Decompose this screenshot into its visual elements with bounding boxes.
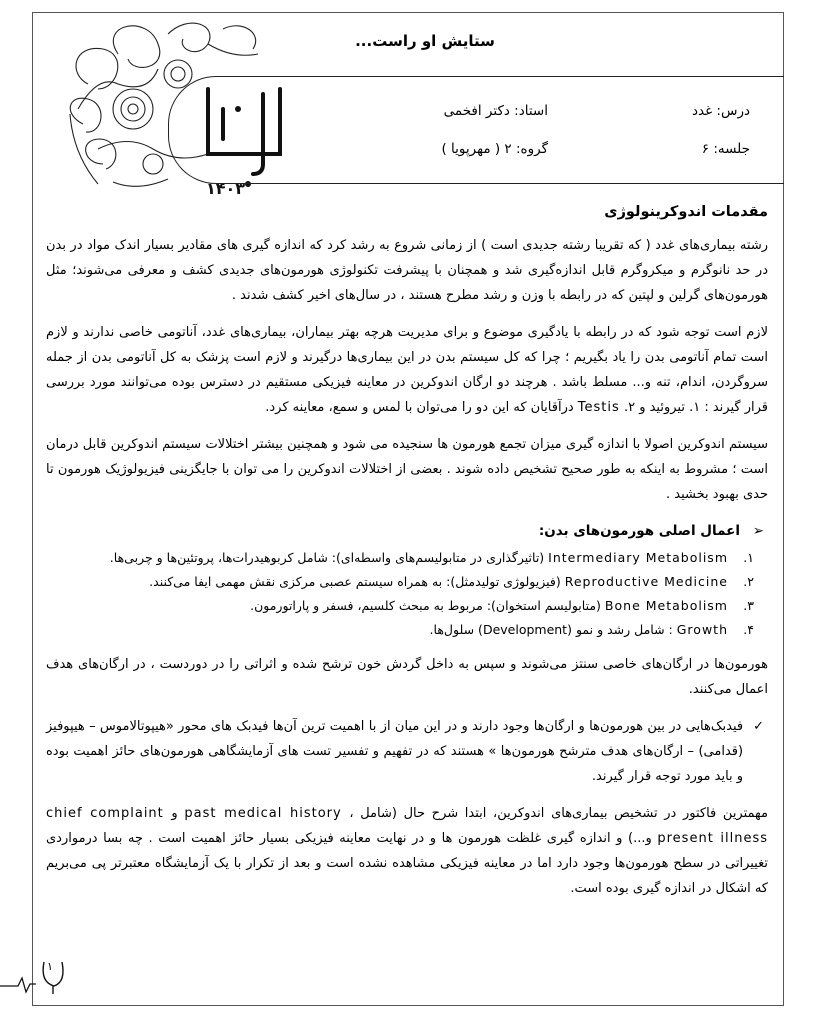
session-label: جلسه: ۶ (701, 141, 750, 157)
arrow-bullet-icon: ➢ (752, 523, 764, 539)
list-item-text (149, 570, 728, 594)
term-testis: Testis (577, 400, 620, 415)
history-terms: chief complaint و past medical history ، present illness (46, 806, 768, 846)
list-item-desc: (متابولیسم استخوان): مربوط به مبحث کلسیم، فسفر و پاراتورمون. (250, 598, 601, 613)
section-title: مقدمات اندوکرینولوژی (604, 204, 768, 220)
paragraph-anatomy-text-b: درآقایان که این دو را می‌توان با لمس و سمع، معاینه کرد. (265, 400, 574, 415)
paragraph-diagnosis-text-b: و...) و اندازه گیری غلظت هورمون ها و در نهایت معاینه فیزیکی بسیار حائز اهمیت است . چه بسا درمواردی تغییراتی در سطح هورمون‌ها وجود دارد اما در معاینه فیزیکی مشاهده نشده است و بعد از تکرار با یک آزمایشگاه معتبرتر پی می‌بریم که اشکال در اندازه گیری بوده است. (46, 831, 768, 896)
professor-label: استاد: دکتر افخمی (443, 103, 548, 119)
checkmark-icon: ✓ (753, 719, 764, 734)
list-item (46, 570, 754, 594)
list-item-text (430, 618, 728, 642)
paragraph-anatomy (46, 320, 768, 420)
page-number: ۱ (47, 960, 53, 973)
list-item-term: Growth (676, 622, 728, 637)
list-item-term: Bone Metabolism (604, 598, 728, 613)
list-item-desc: (فیزیولوژی تولیدمثل): به همراه سیستم عصبی مرکزی نقش مهمی ایفا می‌کنند. (149, 574, 561, 589)
list-item-term: Intermediary Metabolism (548, 550, 728, 565)
list-item-number: ۱. (743, 550, 754, 565)
paragraph-secretion: هورمون‌ها در ارگان‌های خاصی سنتز می‌شوند و سپس به داخل گردش خون ترشح شده و اثراتی را در دوردست ، در ارگان‌های هدف اعمال می‌کنند. (46, 657, 768, 697)
motto: ستایش او راست... (355, 32, 495, 50)
list-item-text (110, 546, 728, 570)
list-item (46, 618, 754, 642)
list-item-number: ۲. (743, 574, 754, 589)
list-item-number: ۴. (743, 622, 754, 637)
list-item-term: Reproductive Medicine (564, 574, 728, 589)
functions-heading-text: اعمال اصلی هورمون‌های بدن: (538, 523, 740, 539)
paragraph-anatomy-text-a: لازم است توجه شود که در رابطه با یادگیری موضوع و برای مدیریت هرچه بهتر بیماران، بیماری‌های غدد، آناتومی خاصی ندارند و لازم است تمام آناتومی بدن را یاد بگیریم ؛ چرا که کل سیستم بدن در این بیماری‌ها درگیرند و لازم است پزشک به کل آناتومی بدن از جمله سروگردن، اندام، تنه و... مسلط باشد . هرچند دو ارگان اندوکرین در معاینه فیزیکی مستقیم در دسترس بوده می‌توانند مورد بررسی قرار گیرند : ۱. تیروئید و ۲. (46, 325, 768, 415)
paragraph-diagnosis-text-a: مهمترین فاکتور در تشخیص بیماری‌های اندوکرین، ابتدا شرح حال (شامل (360, 806, 768, 821)
group-label: گروه: ۲ ( مهرپویا ) (441, 141, 548, 157)
list-item-text (250, 594, 728, 618)
list-item-desc: : شامل رشد و نمو (Development) سلول‌ها. (429, 622, 673, 637)
functions-heading (46, 519, 764, 544)
paragraph-measurement: سیستم اندوکرین اصولا با اندازه گیری میزان تجمع هورمون ها سنجیده می شود و همچنین بیشتر اختلالات سیستم اندوکرین قابل درمان است ؛ مشروط به اینکه به طور صحیح تشخیص داده شوند . بعضی از اختلالات اندوکرین را می توان با جایگزینی فیزیولوژیک هورمون تا حدی بهبود بخشید . (46, 437, 768, 502)
functions-list (46, 546, 768, 642)
list-item (46, 594, 754, 618)
feedback-note-text: فیدبک‌هایی در بین هورمون‌ها و ارگان‌ها وجود دارند و در این میان از با اهمیت ترین آن‌ها فیدبک های محور «هیپوتالاموس – هیپوفیز (قدامی) – ارگان‌های هدف مترشح هورمون‌ها » هستند که در تفهیم و تفسیر تست های آزمایشگاهی هورمون‌های حائز اهمیت بوده و باید مورد توجه قرار گیرند. (46, 719, 744, 784)
logo-year: ۱۴۰۳ (206, 179, 246, 198)
header-box (168, 76, 784, 184)
stethoscope-icon (0, 956, 70, 996)
feedback-note (46, 714, 768, 789)
list-item-desc: (تاثیرگذاری در متابولیسم‌های واسطه‌ای): شامل کربوهیدرات‌ها، پروتئین‌ها و چربی‌ها. (109, 550, 545, 565)
paragraph-intro: رشته بیماری‌های غدد ( که تقریبا رشته جدیدی است ) از زمانی شروع به رشد کرد که اندازه گیری های مقادیر بسیار اندک مواد در بدن در حد نانوگرم و میکروگرم قابل اندازه‌گیری شد و همچنان با پیشرفت تکنولوژی هورمون‌های جدیدی کشف و معرفی می‌شوند؛ مثل هورمون‌های گرلین و لپتین که در رابطه با وزن و رشد مطرح هستند ، در سال‌های اخیر کشف شدند . (46, 238, 768, 303)
paragraph-diagnosis (46, 801, 768, 901)
list-item (46, 546, 754, 570)
list-item-number: ۳. (743, 598, 754, 613)
document-body (46, 200, 768, 913)
course-label: درس: غدد (691, 103, 750, 119)
